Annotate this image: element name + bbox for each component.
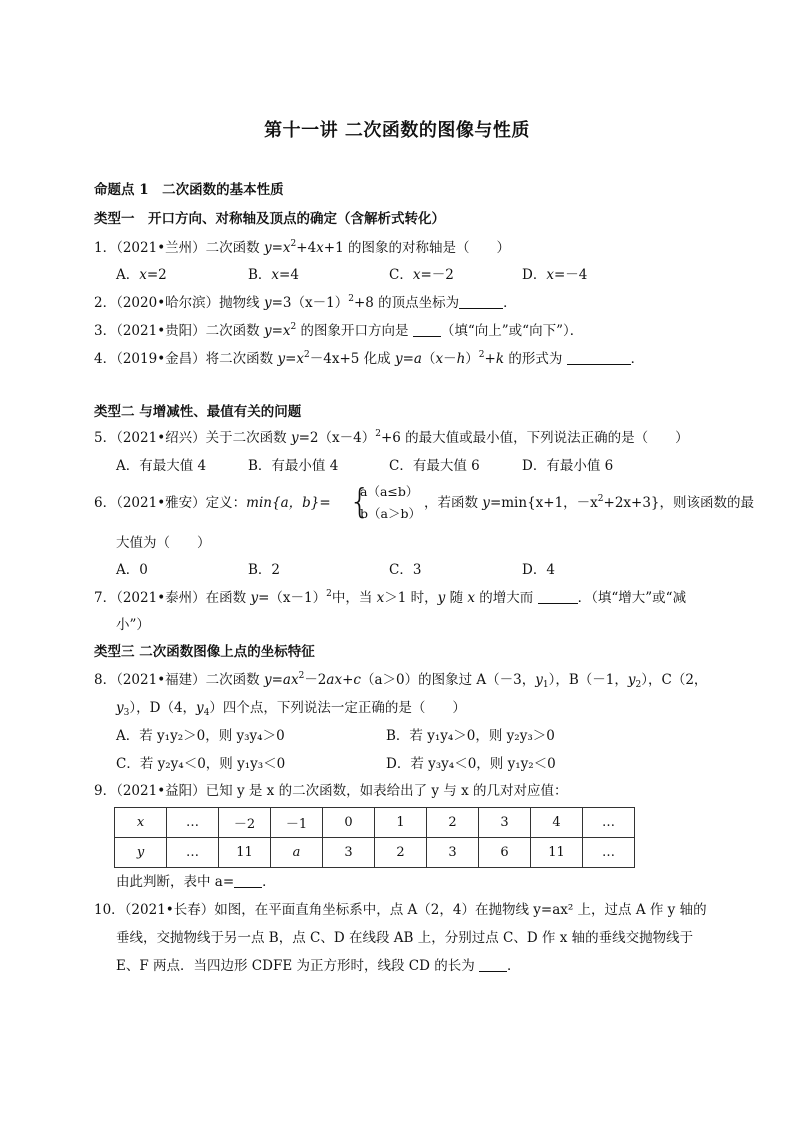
question-3-stem: 3．（2021•贵阳）二次函数 $y=x^2$ 的图象开口方向是 （填“向上”或“向下”）． <box>94 322 584 339</box>
question-9-stem: 9．（2021•益阳）已知 y 是 x 的二次函数，如表给出了 y 与 x 的几对对应值： <box>94 783 568 799</box>
table-cell: … <box>167 808 219 838</box>
question-1-option-a[interactable]: A．x=2 <box>116 267 167 283</box>
question-5-option-d[interactable]: D．有最小值 6 <box>522 458 614 474</box>
table-cell: 11 <box>219 838 271 868</box>
question-10-line-1: 10．（2021•长春）如图，在平面直角坐标系中，点 A（2，4）在抛物线 y=ax² 上，过点 A 作 y 轴的 <box>94 902 707 918</box>
question-6-option-c[interactable]: C．3 <box>389 562 422 578</box>
question-1-stem: 1．（2021•兰州）二次函数 $y=x^2+4x+1$ 的图象的对称轴是（ ） <box>94 239 510 256</box>
question-10-line-2: 垂线，交抛物线于另一点 B，点 C、D 在线段 AB 上，分别过点 C、D 作 x 轴的垂线交抛物线于 <box>116 930 694 946</box>
question-8-option-a[interactable]: A．若 y₁y₂＞0，则 y₃y₄＞0 <box>116 728 285 744</box>
table-cell: … <box>167 838 219 868</box>
question-2-stem: 2．（2020•哈尔滨）抛物线 $y=3(x-1)^2+8$ 的顶点坐标为 ． <box>94 294 517 311</box>
answer-blank[interactable] <box>567 350 631 365</box>
question-8-stem-cont: $y_3$），D（4，$y_4$）四个点，下列说法一定正确的是（ ） <box>116 700 466 718</box>
table-cell: 3 <box>427 838 479 868</box>
question-7-stem-end: 小”） <box>116 617 150 633</box>
answer-blank[interactable] <box>479 957 507 972</box>
table-cell: 1 <box>375 808 427 838</box>
question-6-option-a[interactable]: A．0 <box>116 562 148 578</box>
section-type-1: 类型一 开口方向、对称轴及顶点的确定（含解析式转化） <box>94 211 445 227</box>
page-title: 第十一讲 二次函数的图像与性质 <box>264 120 530 141</box>
table-cell: 3 <box>479 808 531 838</box>
question-7-stem: 7．（2021•泰州）在函数 $y=(x-1)^2$中，当 x＞1 时，y 随 x 的增大而 ．（填“增大”或“减 <box>94 589 687 606</box>
table-cell: x <box>115 808 167 838</box>
question-9-followup: 由此判断，表中 a= ． <box>116 874 276 890</box>
piecewise-case-1: a（a≤b） <box>360 484 419 499</box>
question-6-stem-end: 大值为（ ） <box>116 535 211 551</box>
table-cell: … <box>583 808 635 838</box>
question-5-option-b[interactable]: B．有最小值 4 <box>248 458 339 474</box>
table-cell: 11 <box>531 838 583 868</box>
question-6-option-b[interactable]: B．2 <box>248 562 281 578</box>
answer-blank[interactable] <box>538 589 578 604</box>
question-6-stem-cont: ，若函数 y=min{x+1，$-x^2+2x+3$}，则该函数的最 <box>424 494 755 511</box>
question-5-option-c[interactable]: C．有最大值 6 <box>389 458 480 474</box>
question-8-option-c[interactable]: C．若 y₂y₄＜0，则 y₁y₃＜0 <box>116 756 286 772</box>
table-cell: 4 <box>531 808 583 838</box>
xy-value-table <box>114 807 635 868</box>
answer-blank[interactable] <box>459 294 503 309</box>
table-cell: y <box>115 838 167 868</box>
question-1-option-d[interactable]: D．x=－4 <box>522 267 588 283</box>
section-type-3: 类型三 二次函数图像上点的坐标特征 <box>94 644 315 660</box>
table-cell: 6 <box>479 838 531 868</box>
question-6-stem: 6．（2021•雅安）定义：min{a，b}= <box>94 495 331 511</box>
section-type-2: 类型二 与增减性、最值有关的问题 <box>94 404 302 420</box>
question-8-option-b[interactable]: B．若 y₁y₄＞0，则 y₂y₃＞0 <box>386 728 555 744</box>
question-6-option-d[interactable]: D．4 <box>522 562 555 578</box>
question-1-option-c[interactable]: C．x=－2 <box>389 267 454 283</box>
answer-blank[interactable] <box>413 322 441 337</box>
question-8-stem: 8．（2021•福建）二次函数 $y=ax^2-2ax+c(a>0)$的图象过 A（－3，$y_1$），B（－1，$y_2$），C（2， <box>94 671 708 690</box>
table-cell: 0 <box>323 808 375 838</box>
section-topic-1: 命题点 1 二次函数的基本性质 <box>94 182 284 198</box>
table-cell: －1 <box>271 808 323 838</box>
table-cell: a <box>271 838 323 868</box>
piecewise-case-2: b（a＞b） <box>360 506 421 521</box>
question-8-option-d[interactable]: D．若 y₃y₄＜0，则 y₁y₂＜0 <box>386 756 556 772</box>
table-cell: －2 <box>219 808 271 838</box>
table-cell: 2 <box>427 808 479 838</box>
table-cell: … <box>583 838 635 868</box>
question-5-stem: 5．（2021•绍兴）关于二次函数 $y=2(x-4)^2+6$ 的最大值或最小值，下列说法正确的是（ ） <box>94 429 689 446</box>
table-row-y <box>115 838 635 868</box>
table-row-x <box>115 808 635 838</box>
question-10-line-3: E、F 两点．当四边形 CDFE 为正方形时，线段 CD 的长为 ． <box>116 958 521 974</box>
piecewise-brace: { <box>349 482 371 522</box>
question-4-stem: 4．（2019•金昌）将二次函数 $y=x^2-4x+5$ 化成 $y=a(x-h)^2+k$ 的形式为 ． <box>94 350 645 367</box>
table-cell: 2 <box>375 838 427 868</box>
table-cell: 3 <box>323 838 375 868</box>
question-1-option-b[interactable]: B．x=4 <box>248 267 299 283</box>
answer-blank[interactable] <box>234 873 262 888</box>
question-5-option-a[interactable]: A．有最大值 4 <box>116 458 207 474</box>
